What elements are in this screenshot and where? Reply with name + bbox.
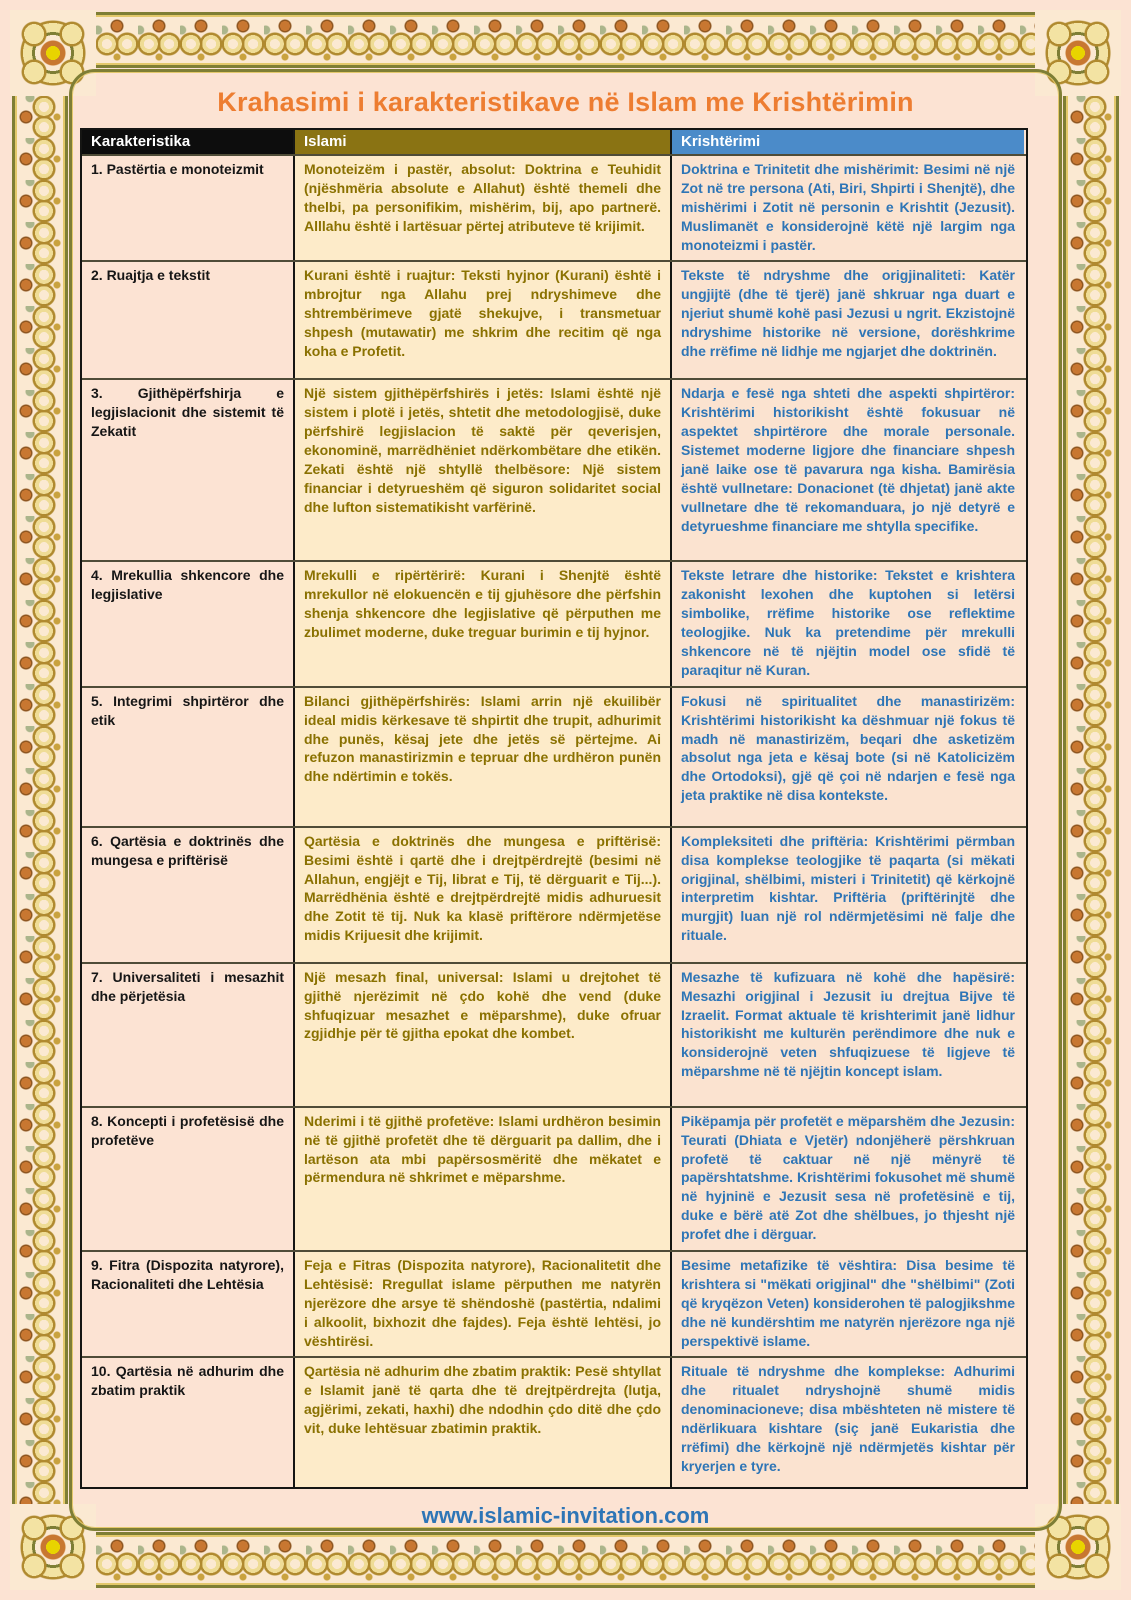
table-header-row — [82, 130, 1026, 154]
feature-cell: 10. Qartësia në adhurim dhe zbatim praktik — [82, 1358, 293, 1487]
feature-cell: 2. Ruajtja e tekstit — [82, 262, 293, 378]
header-characteristic: Karakteristika — [82, 130, 293, 154]
islam-cell: Monoteizëm i pastër, absolut: Doktrina e Teuhidit (njëshmëria absolute e Allahut) është themeli dhe thelbi, pa personifikim, mishërim, bij, apo partnerë. Alllahu është i lartësuar përtej atributeve të krijimit. — [293, 156, 670, 260]
feature-cell: 7. Universaliteti i mesazhit dhe përjetësia — [82, 964, 293, 1106]
website-link[interactable]: www.islamic-invitation.com — [421, 1503, 710, 1525]
feature-cell: 9. Fitra (Dispozita natyrore), Racionaliteti dhe Lehtësia — [82, 1252, 293, 1356]
islam-cell: Qartësia e doktrinës dhe mungesa e priftërisë: Besimi është i qartë dhe i drejtpërdrejtë (besimi në Allahun, engjëjt e Tij, librat e Tij, të dërguarit e Tij...). Marrëdhënia është e drejtpërdrejtë midis adhuruesit dhe Zotit të tij. Nuk ka klasë priftërore ndërmjetëse midis Krijuesit dhe krijimit. — [293, 828, 670, 962]
islam-cell: Nderimi i të gjithë profetëve: Islami urdhëron besimin në të gjithë profetët dhe të dërguarit pa dallim, dhe i lartëson ata mbi papërsosmëritë dhe mëkatet e përmendura në shkrimet e mëparshme. — [293, 1108, 670, 1250]
christianity-cell: Mesazhe të kufizuara në kohë dhe hapësirë: Mesazhi origjinal i Jezusit iu drejtua Bijve të Izraelit. Format aktuale të krishterimit janë lidhur historikisht me kulturën perëndimore dhe nuk e konsiderojnë veten shfuqizuese të ligjeve të mëparshme në të njëjtin koncept islam. — [670, 964, 1024, 1106]
header-islam: Islami — [293, 130, 670, 154]
ornamental-border-top — [12, 12, 1119, 68]
islam-cell: Mrekulli e ripërtërirë: Kurani i Shenjtë është mrekullor në elokuencën e tij gjuhësore dhe përfshin shenja shkencore dhe legjislative që përputhen me zbulimet moderne, duke treguar burimin e tij hyjnor. — [293, 562, 670, 685]
feature-cell: 5. Integrimi shpirtëror dhe etik — [82, 688, 293, 826]
christianity-cell: Doktrina e Trinitetit dhe mishërimit: Besimi në një Zot në tre persona (Ati, Biri, Shpirti i Shenjtë), dhe mishërimi i Zotit në personin e Krishtit (Jezusit). Muslimanët e konsiderojnë këtë një largim nga monoteizmi i pastër. — [670, 156, 1024, 260]
christianity-cell: Kompleksiteti dhe priftëria: Krishtërimi përmban disa komplekse teologjike të paqarta (si mëkati origjinal, shëlbimi, misteri i Trinitetit) që kërkojnë interpretim kishtar. Priftëria (priftërinjtë dhe murgjit) luan një rol ndërmjetësimi në falje dhe rituale. — [670, 828, 1024, 962]
feature-cell: 6. Qartësia e doktrinës dhe mungesa e priftërisë — [82, 828, 293, 962]
page-title: Krahasimi i karakteristikave në Islam me Krishtërimin — [217, 87, 914, 117]
feature-cell: 4. Mrekullia shkencore dhe legjislative — [82, 562, 293, 685]
website-url[interactable] — [75, 1503, 1056, 1525]
table-row — [82, 378, 1026, 560]
islam-cell: Qartësia në adhurim dhe zbatim praktik: Pesë shtyllat e Islamit janë të qarta dhe të drejtpërdrejta (lutja, agjërimi, zekati, haxhi) dhe ndodhin çdo ditë dhe çdo vit, duke lehtësuar zbatimin praktik. — [293, 1358, 670, 1487]
table-row — [82, 826, 1026, 962]
header-christianity: Krishtërimi — [670, 130, 1024, 154]
christianity-cell: Tekste të ndryshme dhe origjinaliteti: Katër ungjijtë (dhe të tjerë) janë shkruar nga duart e njeriut shumë kohë pasi Jezusi u ngrit. Ekzistojnë ndryshime historike në versione, dorëshkrime dhe rrëfime në lidhje me ngjarjet dhe doktrinën. — [670, 262, 1024, 378]
table-row — [82, 260, 1026, 378]
table-row — [82, 962, 1026, 1106]
table-row — [82, 560, 1026, 685]
content-area — [75, 75, 1056, 1525]
islam-cell: Një sistem gjithëpërfshirës i jetës: Islami është një sistem i plotë i jetës, shtetit dhe metodologjisë, duke përfshirë legjislacion të saktë për qeverisjen, ekonominë, marrëdhëniet ndërkombëtare dhe etikën. Zekati është një shtyllë thelbësore: Një sistem financiar i detyrueshëm që siguron solidaritet social dhe lufton sistematikisht varfërinë. — [293, 380, 670, 560]
christianity-cell: Fokusi në spiritualitet dhe manastirizëm: Krishtërimi historikisht ka dëshmuar një fokus të madh në manastirizëm, beqari dhe asketizëm absolut nga jeta e kësaj bote (si në Katolicizëm dhe Ortodoksi), gjë që çoi në ndarjen e fesë nga jeta praktike në disa kontekste. — [670, 688, 1024, 826]
comparison-table — [80, 128, 1028, 1489]
feature-cell: 8. Koncepti i profetësisë dhe profetëve — [82, 1108, 293, 1250]
ornamental-border-right — [1063, 12, 1119, 1588]
christianity-cell: Besime metafizike të vështira: Disa besime të krishtera si "mëkati origjinal" dhe "shëlbimi" (Zoti që kryqëzon Veten) konsiderohen të palogjikshme dhe në kundërshtim me natyrën njerëzore nga një perspektivë islame. — [670, 1252, 1024, 1356]
islam-cell: Bilanci gjithëpërfshirës: Islami arrin një ekuilibër ideal midis kërkesave të shpirtit dhe trupit, adhurimit dhe punës, kësaj jete dhe jetës së përtejme. Ai refuzon manastirizmin e tepruar dhe urdhëron punën dhe ndërtimin e tokës. — [293, 688, 670, 826]
islam-cell: Kurani është i ruajtur: Teksti hyjnor (Kurani) është i mbrojtur nga Allahu prej ndryshimeve dhe shtrembërimeve gjatë shekujve, i transmetuar shpesh (mutawatir) me shkrim dhe recitim që nga koha e Profetit. — [293, 262, 670, 378]
feature-cell: 1. Pastërtia e monoteizmit — [82, 156, 293, 260]
islam-cell: Një mesazh final, universal: Islami u drejtohet të gjithë njerëzimit në çdo kohë dhe vend (duke shfuqizuar mesazhet e mëparshme), duke ofruar zgjidhje për të gjitha epokat dhe kombet. — [293, 964, 670, 1106]
ornamental-border-left — [12, 12, 68, 1588]
feature-cell: 3. Gjithëpërfshirja e legjislacionit dhe sistemit të Zekatit — [82, 380, 293, 560]
christianity-cell: Tekste letrare dhe historike: Tekstet e krishtera zakonisht lexohen dhe kuptohen si letërsi simbolike, rrëfime historike ose reflektime teologjike. Nuk ka pretendime për mrekulli shkencore në të njëjtin model ose sfidë të paraqitur në Kuran. — [670, 562, 1024, 685]
table-row — [82, 154, 1026, 260]
ornamental-border-bottom — [12, 1532, 1119, 1588]
islam-cell: Feja e Fitras (Dispozita natyrore), Racionalitetit dhe Lehtësisë: Rregullat islame përputhen me natyrën njerëzore dhe arsye të shëndoshë (pastërtia, ndalimi i alkoolit, bixhozit dhe fajdes). Feja është lehtësi, jo vështirësi. — [293, 1252, 670, 1356]
christianity-cell: Rituale të ndryshme dhe komplekse: Adhurimi dhe ritualet ndryshojnë shumë midis denominacioneve; disa mbështeten në mistere të ndërlikuara kishtare (siç janë Eukaristia dhe rrëfimi) dhe kërkojnë një ndërmjetës kishtar për kryerjen e tyre. — [670, 1358, 1024, 1487]
table-row — [82, 686, 1026, 826]
table-row — [82, 1356, 1026, 1487]
table-row — [82, 1250, 1026, 1356]
table-row — [82, 1106, 1026, 1250]
christianity-cell: Pikëpamja për profetët e mëparshëm dhe Jezusin: Teurati (Dhiata e Vjetër) ndonjëherë përshkruan profetë të caktuar në një mënyrë të papërshtatshme. Krishtërimi fokusohet më shumë në hyjninë e Jezusit sesa në profetësinë e tij, duke e bërë atë Zot dhe shëlbues, jo thjesht një profet dhe i dërguar. — [670, 1108, 1024, 1250]
christianity-cell: Ndarja e fesë nga shteti dhe aspekti shpirtëror: Krishtërimi historikisht është fokusuar në aspektet shpirtërore dhe morale personale. Sistemet moderne ligjore dhe financiare shpesh janë laike ose të pavarura nga kisha. Bamirësia është vullnetare: Donacionet (të dhjetat) janë akte vullnetare dhe të rekomanduara, jo një detyrë e detyrueshme financiare me shtylla specifike. — [670, 380, 1024, 560]
